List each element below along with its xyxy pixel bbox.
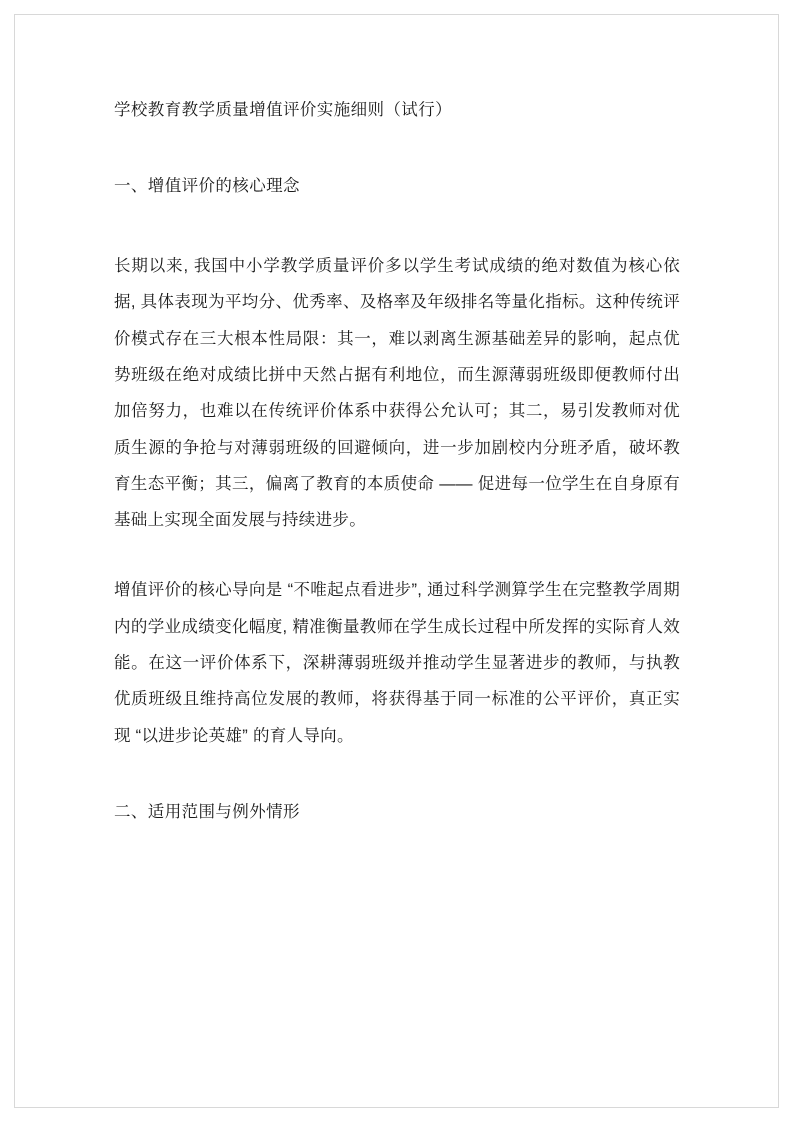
- section-heading-1: 一、增值评价的核心理念: [114, 177, 300, 196]
- paragraph-2: 增值评价的核心导向是 “不唯起点看进步”, 通过科学测算学生在完整教学周期内的学业成绩变化幅度, 精准衡量教师在学生成长过程中所发挥的实际育人效能。在这一评价体系下，深耕薄弱班级并推动学生显著进步的教师，与执教优质班级且维持高位发展的教师，将获得基于同一标准的公平评价，真正实现 “以进步论英雄” 的育人导向。: [114, 581, 680, 745]
- paragraph-1: 长期以来, 我国中小学教学质量评价多以学生考试成绩的绝对数值为核心依据, 具体表现为平均分、优秀率、及格率及年级排名等量化指标。这种传统评价模式存在三大根本性局限：其一，难以剥离生源基础差异的影响，起点优势班级在绝对成绩比拼中天然占据有利地位，而生源薄弱班级即便教师付出加倍努力，也难以在传统评价体系中获得公允认可；其二，易引发教师对优质生源的争抢与对薄弱班级的回避倾向，进一步加剧校内分班矛盾，破坏教育生态平衡；其三，偏离了教育的本质使命 —— 促进每一位学生在自身原有基础上实现全面发展与持续进步。: [114, 257, 680, 530]
- section-heading-2: 二、适用范围与例外情形: [114, 802, 300, 821]
- document-content: [114, 96, 680, 874]
- page-title: 学校教育教学质量增值评价实施细则（试行）: [114, 101, 452, 119]
